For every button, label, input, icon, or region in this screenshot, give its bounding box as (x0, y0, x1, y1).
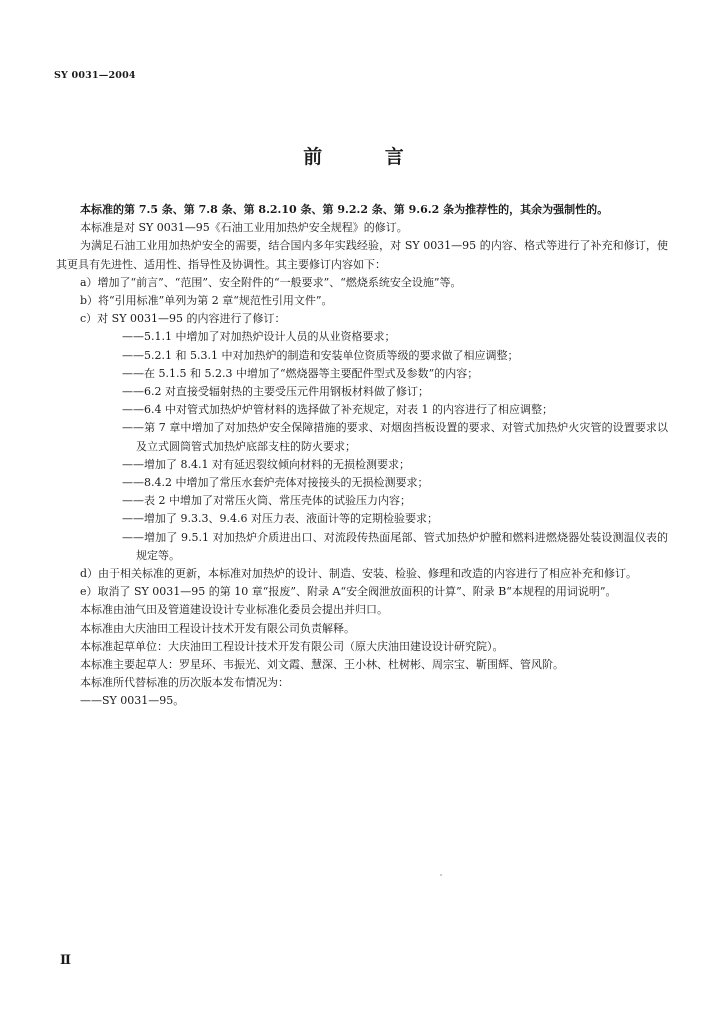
list-subitem: ——6.4 中对管式加热炉炉管材料的选择做了补充规定，对表 1 的内容进行了相应调整； (122, 403, 553, 417)
paragraph-revision-statement: 本标准是对 SY 0031—95《石油工业用加热炉安全规程》的修订。 (80, 221, 408, 235)
list-item-a: a）增加了“前言”、“范围”、安全附件的“一般要求”、“燃烧系统安全设施”等。 (80, 275, 462, 289)
document-code-header: SY 0031—2004 (54, 70, 136, 81)
paragraph-recommended-clauses: 本标准的第 7.5 条、第 7.8 条、第 8.2.10 条、第 9.2.2 条、第 9.6.2 条为推荐性的，其余为强制性的。 (80, 203, 609, 216)
list-item-e: e）取消了 SY 0031—95 的第 10 章“报废”、附录 A“安全阀泄放面积的计算”、附录 B“本规程的用词说明”。 (80, 585, 617, 599)
paragraph-version-history: 本标准所代替标准的历次版本发布情况为： (80, 676, 289, 690)
list-item-c: c）对 SY 0031—95 的内容进行了修订： (80, 312, 286, 326)
list-subitem: ——5.2.1 和 5.3.1 中对加热炉的制造和安装单位资质等级的要求做了相应调整； (122, 348, 519, 362)
list-subitem: ——6.2 对直接受辐射热的主要受压元件用钢板材料做了修订； (122, 385, 429, 399)
foreword-body (56, 201, 668, 711)
page-number: Ⅱ (60, 953, 71, 968)
scan-speck (440, 874, 442, 876)
paragraph-interpreter: 本标准由大庆油田工程设计技术开发有限公司负责解释。 (80, 621, 355, 635)
list-subitem: ——在 5.1.5 和 5.2.3 中增加了“燃烧器等主要配件型式及参数”的内容； (122, 366, 479, 380)
list-item-b: b）将“引用标准”单列为第 2 章“规范性引用文件”。 (80, 294, 333, 308)
list-subitem: ——8.4.2 中增加了常压水套炉壳体对接接头的无损检测要求； (122, 476, 429, 490)
paragraph-proposer: 本标准由油气田及管道建设设计专业标准化委员会提出并归口。 (80, 603, 388, 617)
list-subitem: ——第 7 章中增加了对加热炉安全保障措施的要求、对烟囱挡板设置的要求、对管式加热炉火灾管的设置要求以及立式圆筒管式加热炉底部支柱的防火要求； (122, 421, 668, 453)
list-subitem: ——增加了 8.4.1 对有延迟裂纹倾向材料的无损检测要求； (122, 457, 410, 471)
list-subitem: ——增加了 9.5.1 对加热炉介质进出口、对流段传热面尾部、管式加热炉炉膛和燃料进燃烧器处装设测温仪表的规定等。 (122, 530, 668, 562)
list-subitem: ——增加了 9.3.3、9.4.6 对压力表、液面计等的定期检验要求； (122, 512, 438, 526)
list-subitem: ——5.1.1 中增加了对加热炉设计人员的从业资格要求； (122, 330, 396, 344)
paragraph-revision-intro: 为满足石油工业用加热炉安全的需要，结合国内多年实践经验，对 SY 0031—95 的内容、格式等进行了补充和修订，使其更具有先进性、适用性、指导性及协调性。其主要修订内容如下： (56, 239, 668, 271)
paragraph-previous-version: ——SY 0031—95。 (80, 694, 185, 708)
list-item-d: d）由于相关标准的更新，本标准对加热炉的设计、制造、安装、检验、修理和改造的内容进行了相应补充和修订。 (80, 567, 638, 581)
list-subitem: ——表 2 中增加了对常压火筒、常压壳体的试验压力内容； (122, 494, 411, 508)
page-title: 前 言 (303, 146, 432, 168)
paragraph-drafting-unit: 本标准起草单位：大庆油田工程设计技术开发有限公司（原大庆油田建设设计研究院）。 (80, 639, 504, 653)
paragraph-drafters: 本标准主要起草人：罗星环、韦振光、刘文霞、慧深、王小林、杜树彬、周宗宝、靳围辉、管风阶。 (80, 658, 564, 672)
